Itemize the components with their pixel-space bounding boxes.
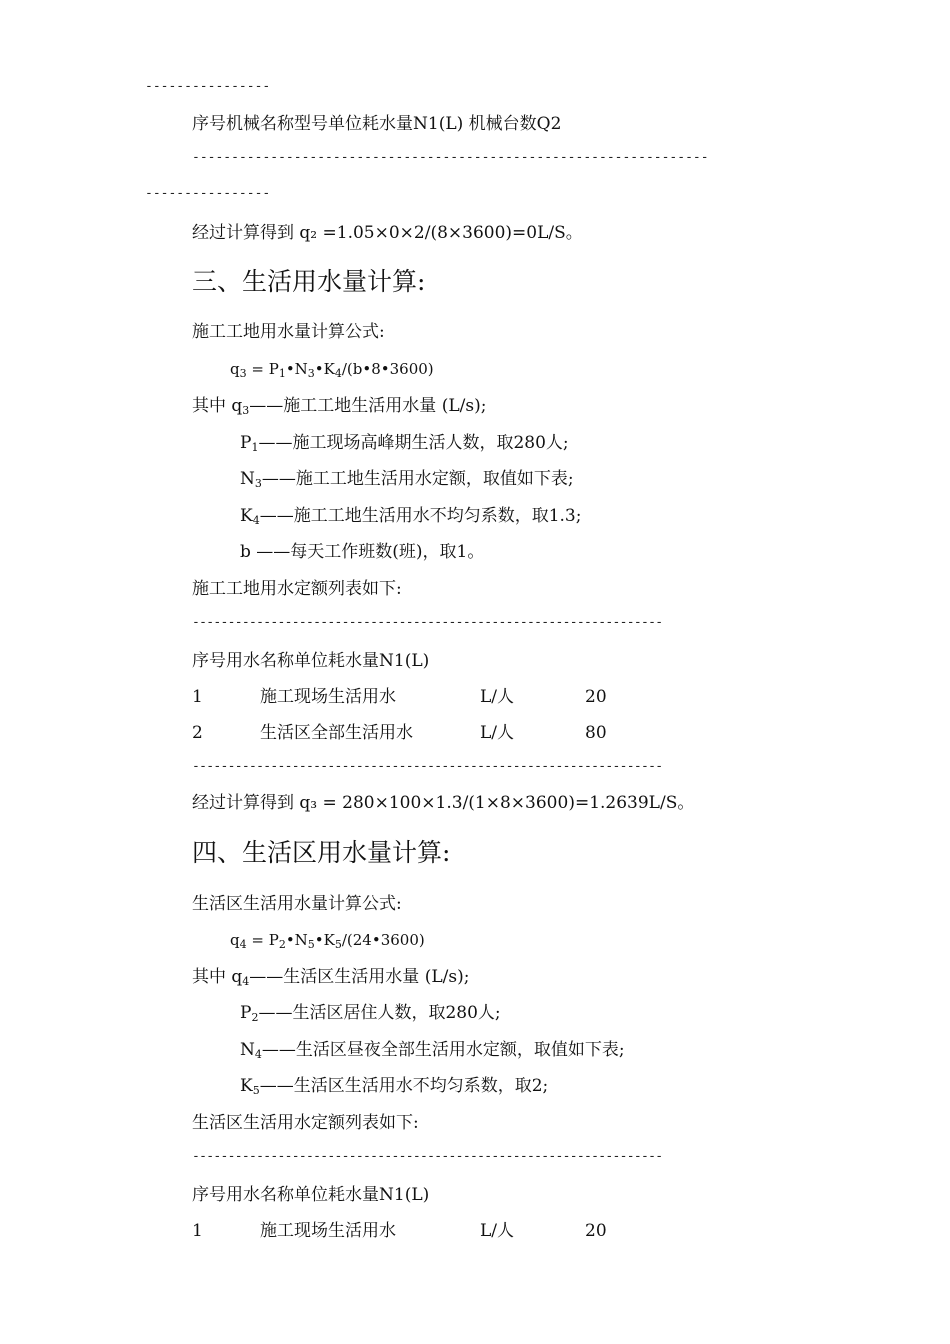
formula-intro: 施工工地用水量计算公式:: [192, 322, 385, 342]
separator-line: ------------------------------------------------------------------: [192, 150, 709, 165]
water-table-header: 序号用水名称单位耗水量N1(L): [192, 1185, 430, 1205]
row-name: 施工现场生活用水: [260, 687, 396, 707]
table-intro: 生活区生活用水定额列表如下:: [192, 1113, 419, 1133]
row-name: 施工现场生活用水: [260, 1221, 396, 1241]
row-qty: 20: [585, 687, 607, 707]
definition-k4: $K_4——$施工工地生活用水不均匀系数，取1.3;: [240, 506, 582, 527]
row-qty: 20: [585, 1221, 607, 1241]
section-3-heading: 三、生活用水量计算:: [192, 267, 426, 296]
definition-n4: $N_4——$生活区昼夜全部生活用水定额，取值如下表;: [240, 1040, 625, 1061]
separator-line: ------------------------------------------------------------------: [192, 759, 663, 774]
q2-result: 经过计算得到 q₂ =1.05×0×2/(8×3600)=0L/S。: [192, 223, 583, 243]
row-unit: L/人: [480, 723, 515, 743]
q3-result: 经过计算得到 q₃ = 280×100×1.3/(1×8×3600)=1.2639L/S。: [192, 793, 695, 813]
water-table-header: 序号用水名称单位耗水量N1(L): [192, 651, 430, 671]
separator-line: ----------------: [145, 186, 271, 201]
section-4-heading: 四、生活区用水量计算:: [192, 838, 451, 867]
row-no: 2: [192, 723, 203, 743]
formula-q4: $q_4$ = $P_2•N_5•K_5/(24•3600)$: [230, 931, 425, 951]
where-line: 其中 $q_3——$施工工地生活用水量 (L/s);: [192, 396, 487, 417]
row-unit: L/人: [480, 687, 515, 707]
definition-p1: $P_1——$施工现场高峰期生活人数，取280人;: [240, 433, 569, 454]
definition-n3: $N_3——$施工工地生活用水定额，取值如下表;: [240, 469, 574, 490]
table-intro: 施工工地用水定额列表如下:: [192, 579, 402, 599]
definition-p2: $P_2——$生活区居住人数，取280人;: [240, 1003, 501, 1024]
formula-q3: $q_3$ = $P_1•N_3•K_4/(b•8•3600)$: [230, 360, 434, 380]
row-no: 1: [192, 687, 203, 707]
where-line: 其中 $q_4——$生活区生活用水量 (L/s);: [192, 967, 470, 988]
row-no: 1: [192, 1221, 203, 1241]
definition-b: b ——每天工作班数(班)，取1。: [240, 542, 485, 562]
row-name: 生活区全部生活用水: [260, 723, 413, 743]
separator-line: ------------------------------------------------------------------: [192, 615, 663, 630]
definition-k5: $K_5——$生活区生活用水不均匀系数，取2;: [240, 1076, 549, 1097]
row-qty: 80: [585, 723, 607, 743]
machine-table-header: 序号机械名称型号单位耗水量N1(L) 机械台数Q2: [192, 114, 562, 134]
separator-line: ----------------: [145, 79, 271, 94]
row-unit: L/人: [480, 1221, 515, 1241]
formula-intro: 生活区生活用水量计算公式:: [192, 894, 402, 914]
separator-line: ------------------------------------------------------------------: [192, 1149, 663, 1164]
